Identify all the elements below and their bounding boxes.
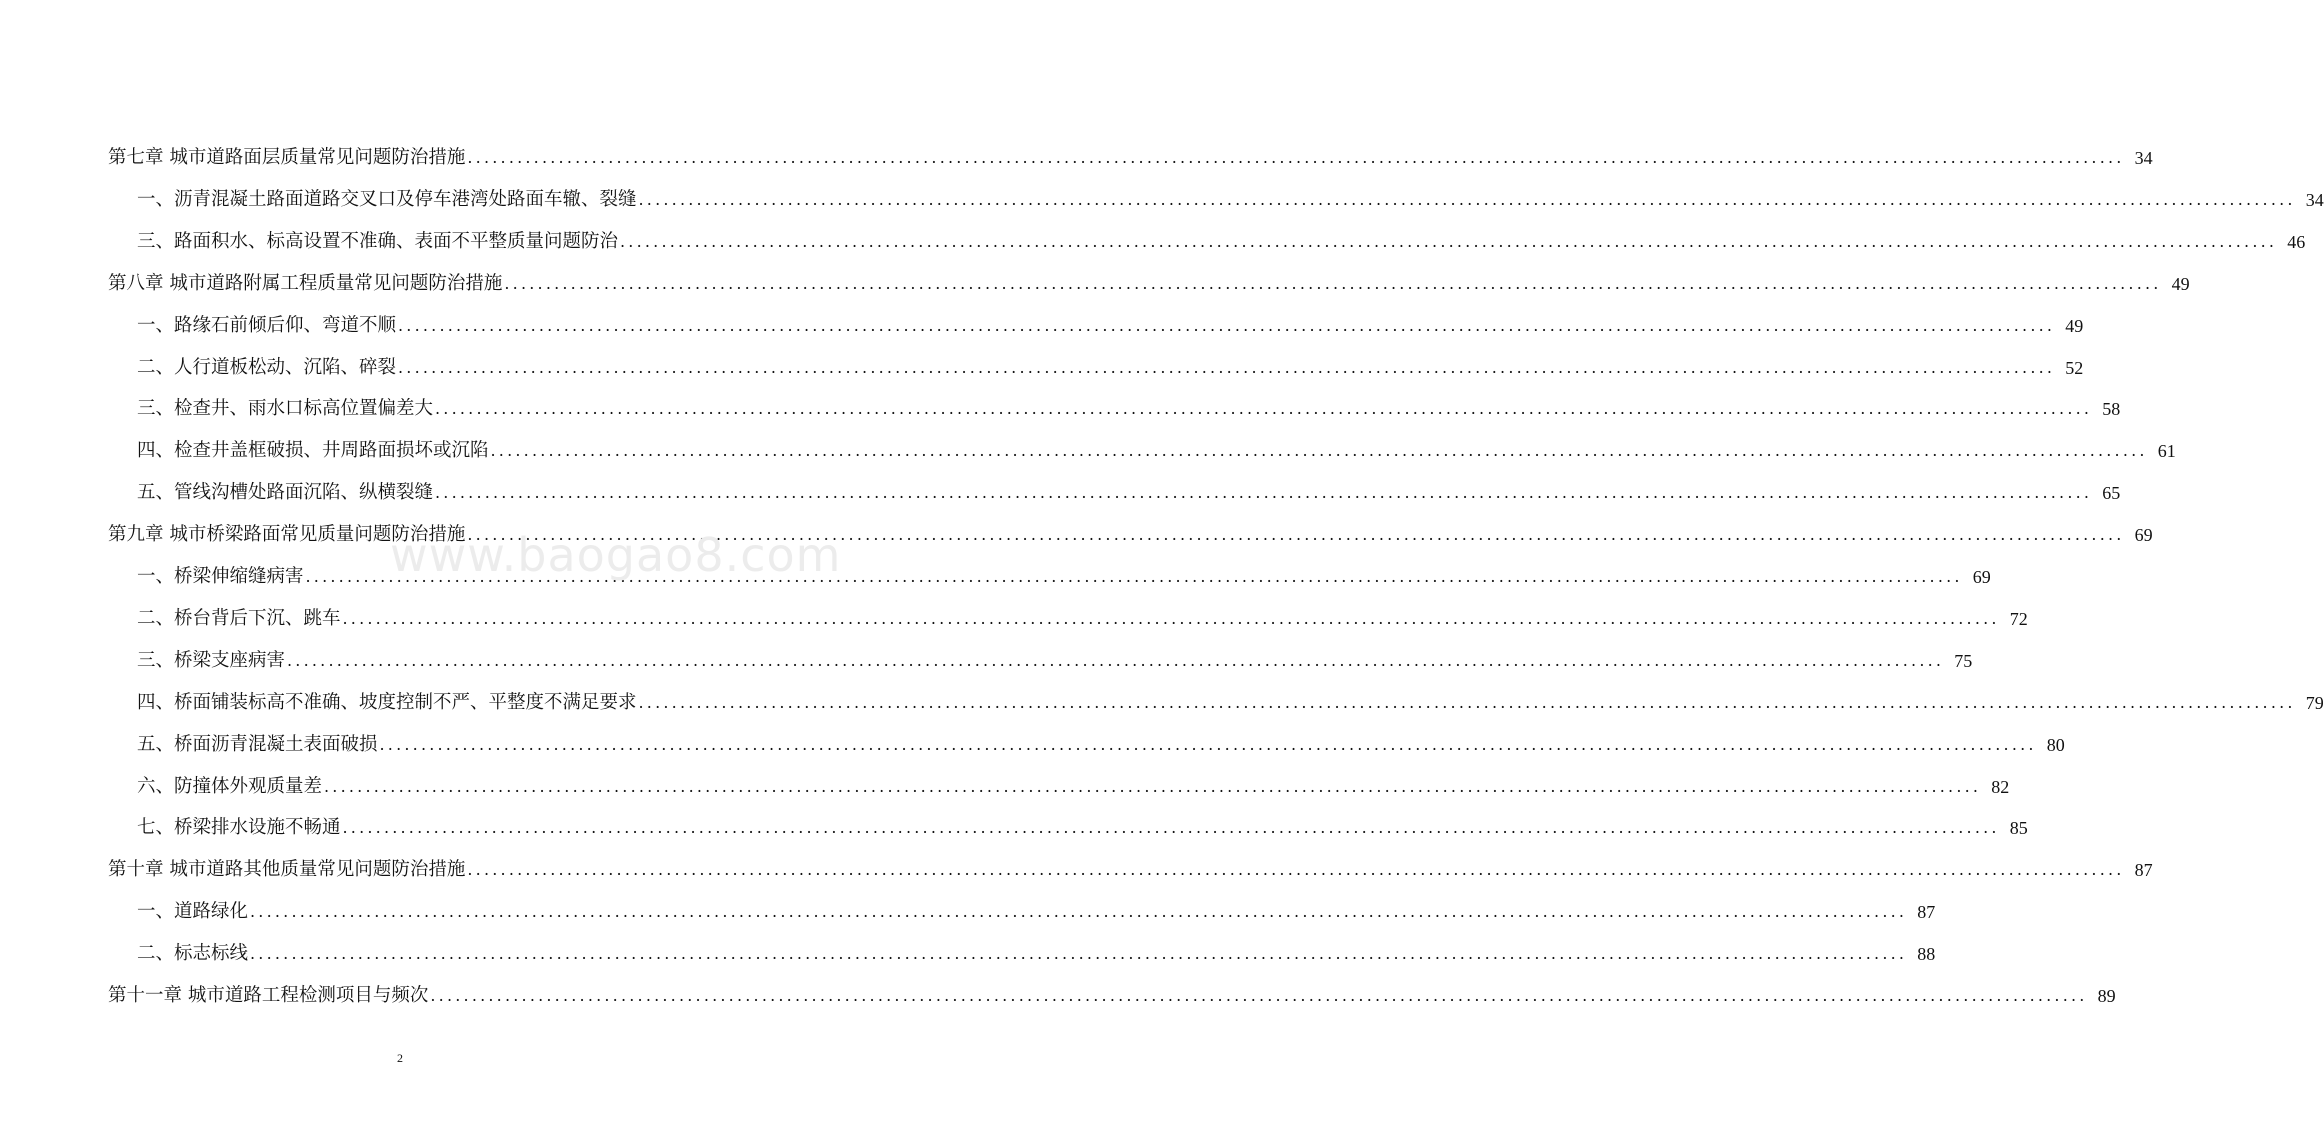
- toc-entry-title: 一、桥梁伸缩缝病害: [137, 566, 304, 587]
- toc-page-number: 46: [2287, 231, 2306, 252]
- toc-leader-dots: ........................................................................................................................................................................................................: [250, 944, 1908, 964]
- toc-section-entry[interactable]: [0, 391, 2121, 421]
- toc-entry-title: 五、桥面沥青混凝土表面破损: [137, 733, 378, 755]
- toc-section-entry[interactable]: [0, 769, 2010, 799]
- toc-leader-dots: ........................................................................................................................................................................................................: [398, 357, 2056, 377]
- watermark: www.baogao8.com: [390, 528, 842, 582]
- toc-leader-dots: ........................................................................................................................................................................................................: [467, 525, 2125, 545]
- toc-leader-dots: ........................................................................................................................................................................................................: [324, 776, 1982, 796]
- toc-page-number: 52: [2065, 357, 2084, 378]
- toc-section-entry[interactable]: [0, 350, 2084, 380]
- toc-entry-title: 第九章 城市桥梁路面常见质量问题防治措施: [108, 524, 466, 546]
- toc-entry-title: 第八章 城市道路附属工程质量常见问题防治措施: [108, 272, 503, 294]
- toc-entry-title: 六、防撞体外观质量差: [137, 775, 323, 797]
- toc-section-entry[interactable]: [0, 643, 1973, 673]
- toc-page-number: 72: [2009, 608, 2028, 629]
- toc-leader-dots: ........................................................................................................................................................................................................: [305, 567, 1963, 586]
- toc-leader-dots: ........................................................................................................................................................................................................: [342, 608, 2000, 628]
- toc-page-number: 58: [2102, 399, 2121, 420]
- toc-entry-title: 二、桥台背后下沉、跳车: [137, 607, 341, 629]
- toc-page-number: 34: [2134, 148, 2153, 168]
- toc-page-number: 85: [2009, 818, 2028, 839]
- toc-section-entry[interactable]: [0, 894, 1936, 924]
- toc-section-entry[interactable]: [0, 475, 2121, 505]
- page-number: 2: [397, 1051, 403, 1065]
- toc-leader-dots: ........................................................................................................................................................................................................: [490, 441, 2148, 461]
- toc-leader-dots: ........................................................................................................................................................................................................: [504, 273, 2162, 293]
- toc-page-number: 65: [2102, 483, 2121, 504]
- toc-chapter-entry[interactable]: [0, 852, 2153, 882]
- toc-page-number: 69: [1972, 567, 1991, 587]
- toc-leader-dots: ........................................................................................................................................................................................................: [435, 399, 2093, 419]
- toc-entry-title: 七、桥梁排水设施不畅通: [137, 817, 341, 839]
- toc-entry-title: 三、检查井、雨水口标高位置偏差大: [137, 398, 434, 420]
- toc-entry-title: 三、路面积水、标高设置不准确、表面不平整质量问题防治: [137, 230, 619, 252]
- toc-page-number: 49: [2065, 315, 2084, 336]
- toc-section-entry[interactable]: [0, 727, 2065, 757]
- toc-leader-dots: ........................................................................................................................................................................................................: [638, 189, 2296, 209]
- toc-page-number: 79: [2305, 692, 2324, 713]
- toc-leader-dots: ........................................................................................................................................................................................................: [250, 902, 1908, 922]
- toc-leader-dots: ........................................................................................................................................................................................................: [287, 650, 1945, 670]
- toc-page-number: 87: [1917, 902, 1936, 923]
- toc-entry-title: 二、人行道板松动、沉陷、碎裂: [137, 356, 397, 378]
- toc-leader-dots: ........................................................................................................................................................................................................: [467, 148, 2125, 167]
- toc-section-entry[interactable]: [0, 308, 2084, 338]
- toc-section-entry[interactable]: [0, 810, 2028, 840]
- toc-page-number: 34: [2305, 189, 2324, 210]
- toc-page-number: 89: [2097, 986, 2116, 1006]
- toc-page-number: 80: [2046, 734, 2065, 755]
- toc-leader-dots: ........................................................................................................................................................................................................: [430, 986, 2088, 1005]
- toc-section-entry[interactable]: [0, 182, 2324, 212]
- toc-leader-dots: ........................................................................................................................................................................................................: [467, 860, 2125, 880]
- toc-leader-dots: ........................................................................................................................................................................................................: [620, 231, 2278, 251]
- toc-section-entry[interactable]: [0, 224, 2306, 254]
- toc-chapter-entry[interactable]: [0, 140, 2153, 170]
- toc-section-entry[interactable]: [0, 936, 1936, 966]
- toc-section-entry[interactable]: [0, 433, 2176, 463]
- toc-chapter-entry[interactable]: [0, 978, 2116, 1008]
- toc-leader-dots: ........................................................................................................................................................................................................: [379, 734, 2037, 754]
- toc-leader-dots: ........................................................................................................................................................................................................: [342, 818, 2000, 838]
- toc-entry-title: 一、沥青混凝土路面道路交叉口及停车港湾处路面车辙、裂缝: [137, 188, 637, 210]
- toc-page-number: 75: [1954, 650, 1973, 671]
- toc-entry-title: 一、道路绿化: [137, 901, 249, 923]
- toc-section-entry[interactable]: [0, 601, 2028, 631]
- toc-page-number: 87: [2134, 860, 2153, 881]
- toc-entry-title: 二、标志标线: [137, 943, 249, 965]
- toc-leader-dots: ........................................................................................................................................................................................................: [398, 315, 2056, 335]
- toc-page-number: 88: [1917, 944, 1936, 965]
- toc-entry-title: 第十章 城市道路其他质量常见问题防治措施: [108, 859, 466, 881]
- toc-page-number: 82: [1991, 776, 2010, 797]
- toc-entry-title: 五、管线沟槽处路面沉陷、纵横裂缝: [137, 482, 434, 504]
- toc-leader-dots: ........................................................................................................................................................................................................: [435, 483, 2093, 503]
- toc-chapter-entry[interactable]: [0, 266, 2190, 296]
- toc-page-number: 49: [2171, 273, 2190, 294]
- toc-leader-dots: ........................................................................................................................................................................................................: [638, 692, 2296, 712]
- toc-entry-title: 四、桥面铺装标高不准确、坡度控制不严、平整度不满足要求: [137, 691, 637, 713]
- toc-page-number: 61: [2157, 441, 2176, 462]
- toc-entry-title: 三、桥梁支座病害: [137, 649, 286, 671]
- toc-entry-title: 第十一章 城市道路工程检测项目与频次: [108, 985, 429, 1006]
- toc-entry-title: 第七章 城市道路面层质量常见问题防治措施: [108, 147, 466, 168]
- toc-page-number: 69: [2134, 525, 2153, 546]
- toc-entry-title: 四、检查井盖框破损、井周路面损坏或沉陷: [137, 440, 489, 462]
- toc-section-entry[interactable]: [0, 685, 2324, 715]
- toc-entry-title: 一、路缘石前倾后仰、弯道不顺: [137, 314, 397, 336]
